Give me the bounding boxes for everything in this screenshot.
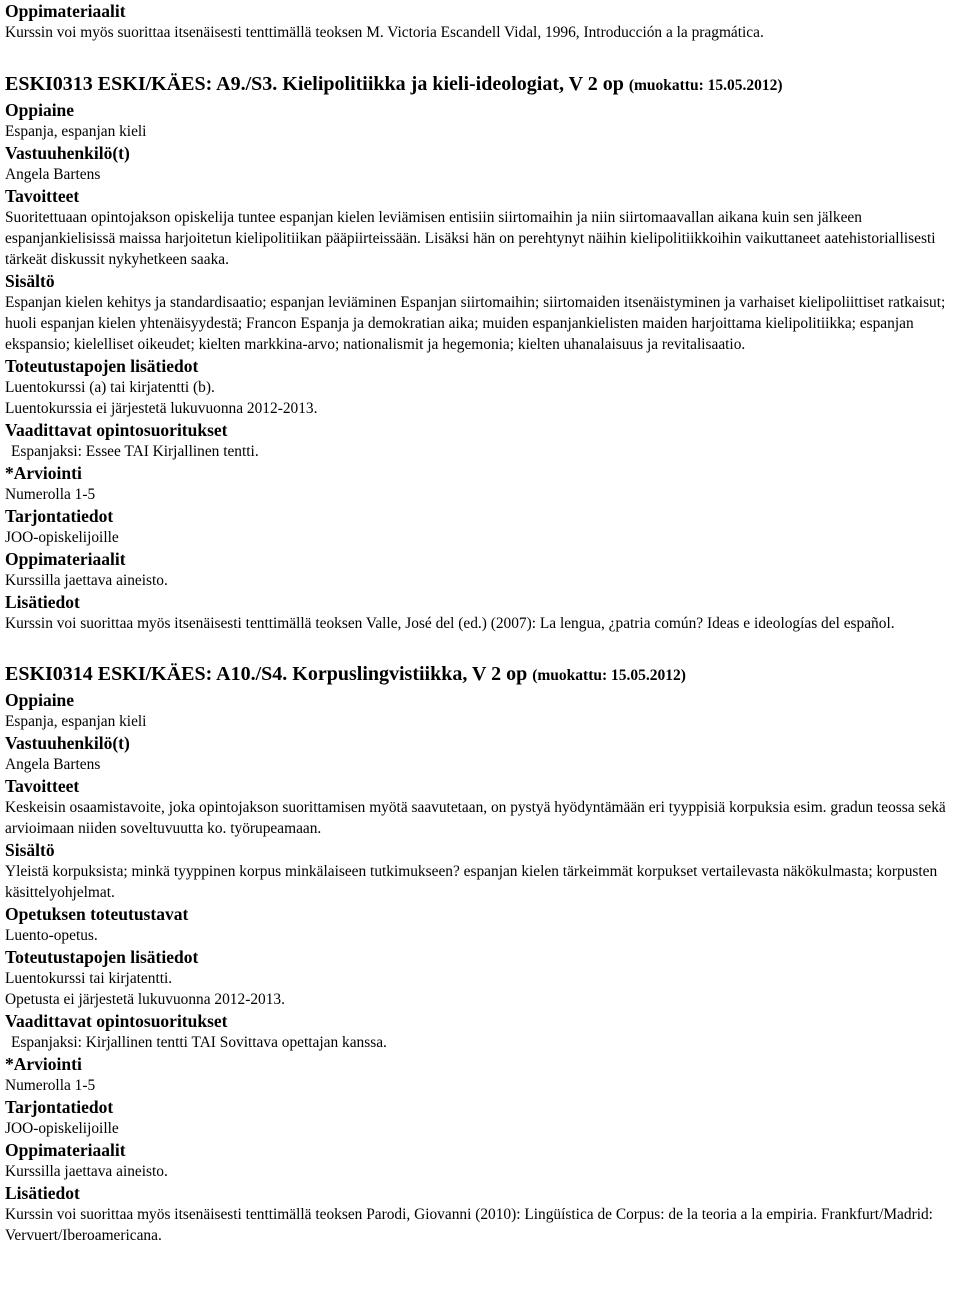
extra-info-text: Kurssin voi suorittaa myös itsenäisesti tenttimällä teoksen Valle, José del (ed.) (2007): La lengua, ¿patria común? Ideas e ideologías del español. bbox=[5, 615, 895, 632]
requirements-text: Espanjaksi: Kirjallinen tentti TAI Sovittava opettajan kanssa. bbox=[11, 1034, 387, 1051]
requirements-heading: Vaadittavat opintosuoritukset bbox=[5, 420, 228, 440]
subject-text: Espanja, espanjan kieli bbox=[5, 713, 147, 730]
materials-heading: Oppimateriaalit bbox=[5, 549, 126, 569]
subject-heading: Oppiaine bbox=[5, 690, 75, 710]
document-page bbox=[5, 0, 957, 1246]
offering-text: JOO-opiskelijoille bbox=[5, 529, 119, 546]
course-title-text: ESKI0314 ESKI/KÄES: A10./S4. Korpuslingvistiikka, V 2 op bbox=[5, 663, 528, 685]
goals-text: Suoritettuaan opintojakson opiskelija tuntee espanjan kielen leviämisen entisiin siirtomaihin ja niin siirtomaavallan aikana kuin sen jälkeen espanjankielisissä maissa harjoitetun kielipolitiikan pääpiirteissään. Lisäksi hän on perehtynyt näihin kielipolitiikkoihin vaikuttaneet aatehistoriallisesti tärkeät diskussit nykyhetkeen saaka. bbox=[5, 209, 936, 268]
teaching-method-text: Luento-opetus. bbox=[5, 927, 98, 944]
goals-heading: Tavoitteet bbox=[5, 186, 80, 206]
implementation-text: Luentokurssia ei järjestetä lukuvuonna 2012-2013. bbox=[5, 400, 318, 417]
responsible-heading: Vastuuhenkilö(t) bbox=[5, 143, 130, 163]
materials-heading: Oppimateriaalit bbox=[5, 1140, 126, 1160]
content-heading: Sisältö bbox=[5, 271, 55, 291]
content-text: Yleistä korpuksista; minkä tyyppinen korpus minkälaiseen tutkimukseen? espanjan kielen tärkeimmät korpukset vertailevasta näkökulmasta; korpusten käsittelyohjelmat. bbox=[5, 863, 938, 901]
goals-text: Keskeisin osaamistavoite, joka opintojakson suorittamisen myötä saavutetaan, on pystyä hyödyntämään eri tyyppisiä korpuksia esim. gradun teossa sekä arvioimaan niiden soveltuvuutta ko. työrupeamaan. bbox=[5, 799, 946, 837]
subject-text: Espanja, espanjan kieli bbox=[5, 123, 147, 140]
responsible-heading: Vastuuhenkilö(t) bbox=[5, 733, 130, 753]
course-title bbox=[5, 661, 957, 689]
implementation-heading: Toteutustapojen lisätiedot bbox=[5, 356, 199, 376]
responsible-text: Angela Bartens bbox=[5, 166, 101, 183]
extra-info-heading: Lisätiedot bbox=[5, 1183, 80, 1203]
course-title bbox=[5, 71, 957, 99]
course-section bbox=[5, 661, 957, 1246]
content-text: Espanjan kielen kehitys ja standardisaatio; espanjan leviäminen Espanjan siirtomaihin; siirtomaiden itsenäistyminen ja varhaiset kielipoliittiset ratkaisut; huoli espanjan kielen yhtenäisyydestä; Francon Espanja ja demokratian aika; muiden espanjankielisten maiden harjoittama kielipolitiikka; espanjan ekspansio; kielelliset oikeudet; kielten markkina-arvo; nationalismit ja hegemonia; kielten uhanalaisuus ja revitalisaatio. bbox=[5, 294, 946, 353]
teaching-method-heading: Opetuksen toteutustavat bbox=[5, 904, 189, 924]
materials-text: Kurssilla jaettava aineisto. bbox=[5, 572, 168, 589]
subject-heading: Oppiaine bbox=[5, 100, 75, 120]
implementation-text: Opetusta ei järjestetä lukuvuonna 2012-2013. bbox=[5, 991, 285, 1008]
extra-info-text: Kurssin voi suorittaa myös itsenäisesti tenttimällä teoksen Parodi, Giovanni (2010): Lingüística de Corpus: de la teoria a la empiria. Frankfurt/Madrid: Vervuert/Iberoamericana. bbox=[5, 1206, 933, 1244]
responsible-text: Angela Bartens bbox=[5, 756, 101, 773]
modified-date: (muokattu: 15.05.2012) bbox=[532, 667, 686, 684]
grading-text: Numerolla 1-5 bbox=[5, 1077, 96, 1094]
grading-text: Numerolla 1-5 bbox=[5, 486, 96, 503]
course-title-text: ESKI0313 ESKI/KÄES: A9./S3. Kielipolitiikka ja kieli-ideologiat, V 2 op bbox=[5, 73, 624, 95]
materials-text: Kurssilla jaettava aineisto. bbox=[5, 1163, 168, 1180]
section-heading: Oppimateriaalit bbox=[5, 1, 126, 21]
implementation-text: Luentokurssi tai kirjatentti. bbox=[5, 970, 173, 987]
section-text: Kurssin voi myös suorittaa itsenäisesti tenttimällä teoksen M. Victoria Escandell Vidal, 1996, Introducción a la pragmática. bbox=[5, 24, 764, 41]
modified-date: (muokattu: 15.05.2012) bbox=[628, 77, 783, 94]
implementation-heading: Toteutustapojen lisätiedot bbox=[5, 947, 199, 967]
requirements-text: Espanjaksi: Essee TAI Kirjallinen tentti. bbox=[11, 443, 259, 460]
grading-heading: *Arviointi bbox=[5, 463, 82, 483]
goals-heading: Tavoitteet bbox=[5, 776, 80, 796]
intro-section bbox=[5, 0, 957, 43]
extra-info-heading: Lisätiedot bbox=[5, 592, 80, 612]
offering-heading: Tarjontatiedot bbox=[5, 1097, 114, 1117]
course-section bbox=[5, 71, 957, 634]
content-heading: Sisältö bbox=[5, 840, 55, 860]
requirements-heading: Vaadittavat opintosuoritukset bbox=[5, 1011, 228, 1031]
grading-heading: *Arviointi bbox=[5, 1054, 82, 1074]
offering-text: JOO-opiskelijoille bbox=[5, 1120, 119, 1137]
offering-heading: Tarjontatiedot bbox=[5, 506, 114, 526]
implementation-text: Luentokurssi (a) tai kirjatentti (b). bbox=[5, 379, 215, 396]
